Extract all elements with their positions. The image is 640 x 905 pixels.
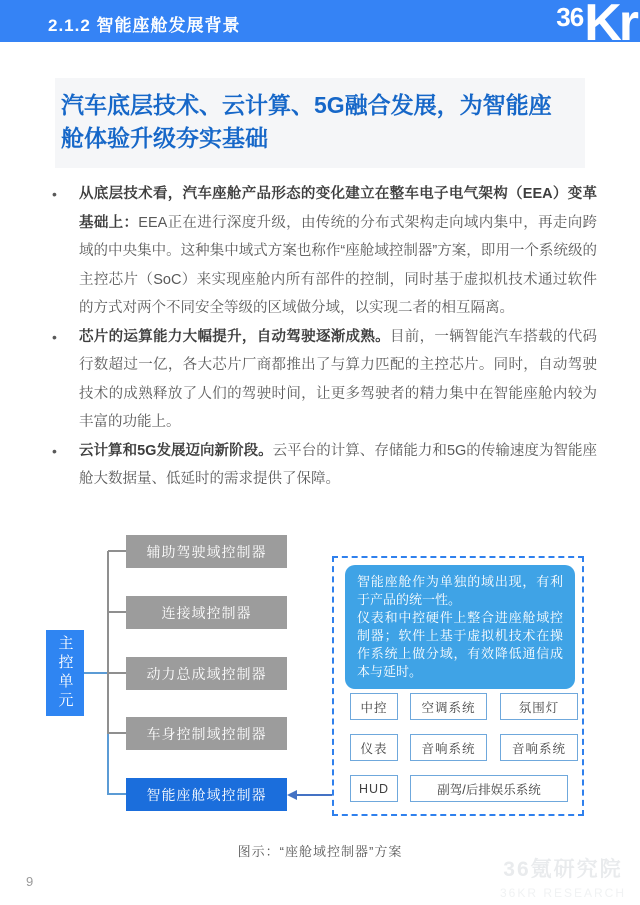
master-control-unit-box: 主控单元 <box>46 630 84 716</box>
figure-caption: 图示：“座舱域控制器”方案 <box>237 844 403 859</box>
connector-line <box>108 732 126 734</box>
cockpit-domain-controller-box: 智能座舱域控制器 <box>126 778 287 811</box>
domain-controller-box: 动力总成域控制器 <box>126 657 287 690</box>
component-box: 空调系统 <box>410 693 487 720</box>
cockpit-note-box <box>345 565 575 689</box>
component-box: 中控 <box>350 693 398 720</box>
headline-block <box>55 78 585 168</box>
bullet-lead: 芯片的运算能力大幅提升，自动驾驶逐渐成熟。 <box>79 328 390 345</box>
watermark-cn: 36氪研究院 <box>503 858 623 881</box>
bullet-lead: 云计算和5G发展迈向新阶段。 <box>79 442 273 459</box>
page-headline: 汽车底层技术、云计算、5G融合发展，为智能座舱体验升级夯实基础 <box>61 92 552 151</box>
bullet-rest: 目前，一辆智能汽车搭载的代码行数超过一亿，各大芯片厂商都推出了与算力匹配的主控芯片。同时，自动驾驶技术的成熟释放了人们的驾驶时间，让更多驾驶者的精力集中在智能座舱内较为丰富的功能上。 <box>79 328 597 430</box>
connector-trunk-line <box>107 551 109 735</box>
page-number: 9 <box>26 874 34 889</box>
watermark <box>500 853 626 900</box>
body-text <box>48 180 597 494</box>
bullet-item <box>48 323 597 437</box>
arrow-head-icon <box>287 790 297 800</box>
connector-line <box>84 672 108 674</box>
36kr-logo <box>556 0 636 42</box>
logo-36-text: 36 <box>556 2 584 32</box>
component-box: HUD <box>350 775 398 802</box>
bullet-item <box>48 180 597 323</box>
note-line: 仪表和中控硬件上整合进座舱域控制器；软件上基于虚拟机技术在操作系统上做分域，有效降低通信成本与延时。 <box>357 610 563 679</box>
arrow-line <box>296 794 332 796</box>
watermark-en: 36KR RESEARCH <box>499 886 626 900</box>
component-box: 氛围灯 <box>500 693 578 720</box>
connector-line <box>108 672 126 674</box>
domain-controller-box: 辅助驾驶域控制器 <box>126 535 287 568</box>
logo-kr-text: Kr <box>584 0 636 42</box>
header-bar <box>0 0 640 42</box>
bullet-lead: 从底层技术看，汽车座舱产品形态的变化建立在整车电子电气架构（EEA）变革基础上： <box>79 186 597 231</box>
connector-trunk-line-blue <box>107 734 109 795</box>
bullet-rest: EEA正在进行深度升级，由传统的分布式架构走向域内集中，再走向跨域的中央集中。这种集中域式方案也称作“座舱域控制器”方案，即用一个系统级的主控芯片（SoC）来实现座舱内所有部件的控制，同时基于虚拟机技术通过软件的方式对两个不同安全等级的区域做分域，以实现二者的相互隔离。 <box>79 214 598 316</box>
section-title: 2.1.2 智能座舱发展背景 <box>48 16 241 35</box>
component-box: 副驾/后排娱乐系统 <box>410 775 568 802</box>
connector-line <box>108 550 126 552</box>
domain-controller-box: 车身控制域控制器 <box>126 717 287 750</box>
bullet-rest: 云平台的计算、存储能力和5G的传输速度为智能座舱大数据量、低延时的需求提供了保障。 <box>79 442 597 487</box>
component-box: 音响系统 <box>500 734 578 761</box>
bullet-item <box>48 437 597 494</box>
connector-line <box>108 611 126 613</box>
connector-line <box>108 793 126 795</box>
note-line: 智能座舱作为单独的域出现，有利于产品的统一性。 <box>357 574 563 607</box>
component-box: 仪表 <box>350 734 398 761</box>
domain-controller-box: 连接域控制器 <box>126 596 287 629</box>
component-box: 音响系统 <box>410 734 487 761</box>
